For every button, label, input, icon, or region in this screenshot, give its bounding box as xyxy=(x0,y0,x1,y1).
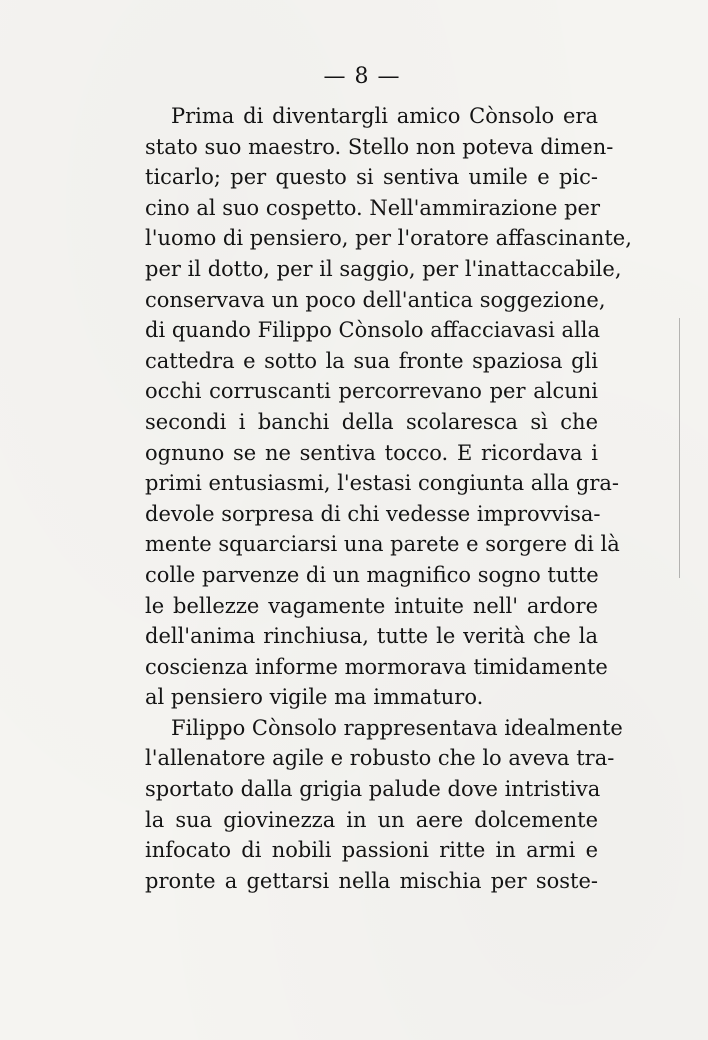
text-line: cattedra e sotto la sua fronte spaziosa gli xyxy=(145,348,598,373)
text-line: cino al suo cospetto. Nell'ammirazione per xyxy=(145,195,600,220)
text-line: ticarlo; per questo si sentiva umile e pic- xyxy=(145,165,598,190)
text-line: ognuno se ne sentiva tocco. E ricordava i xyxy=(145,440,598,465)
text-line: per il dotto, per il saggio, per l'inattaccabile, xyxy=(145,256,622,281)
text-line: Filippo Cònsolo rappresentava idealmente xyxy=(171,715,623,740)
page-number: — 8 — xyxy=(323,64,401,89)
text-line: infocato di nobili passioni ritte in armi e xyxy=(145,838,598,863)
text-line: Prima di diventargli amico Cònsolo era xyxy=(171,104,598,128)
text-line: occhi corruscanti percorrevano per alcuni xyxy=(145,379,598,404)
text-line: conservava un poco dell'antica soggezione, xyxy=(145,287,606,312)
text-line: devole sorpresa di chi vedesse improvvisa- xyxy=(145,501,601,526)
text-line: di quando Filippo Cònsolo affacciavasi alla xyxy=(145,318,600,343)
text-line: al pensiero vigile ma immaturo. xyxy=(145,685,484,710)
text-line: primi entusiasmi, l'estasi congiunta alla gra- xyxy=(145,471,620,496)
text-line: le bellezze vagamente intuite nell' ardore xyxy=(145,593,598,618)
text-line: stato suo maestro. Stello non poteva dimen- xyxy=(145,134,614,159)
text-line: colle parvenze di un magnifico sogno tutte xyxy=(145,562,599,587)
body-text xyxy=(145,101,632,896)
page-edge-mark xyxy=(679,318,680,578)
text-line: pronte a gettarsi nella mischia per soste- xyxy=(145,868,598,893)
text-line: la sua giovinezza in un aere dolcemente xyxy=(145,807,598,832)
text-line: l'allenatore agile e robusto che lo aveva tra- xyxy=(145,746,615,771)
text-line: dell'anima rinchiusa, tutte le verità che la xyxy=(145,624,598,649)
text-line: secondi i banchi della scolaresca sì che xyxy=(145,409,598,434)
text-line: mente squarciarsi una parete e sorgere di là xyxy=(145,532,620,557)
text-line: coscienza informe mormorava timidamente xyxy=(145,654,608,679)
text-line: l'uomo di pensiero, per l'oratore affascinante, xyxy=(145,226,632,251)
text-line: sportato dalla grigia palude dove intristiva xyxy=(145,777,601,802)
